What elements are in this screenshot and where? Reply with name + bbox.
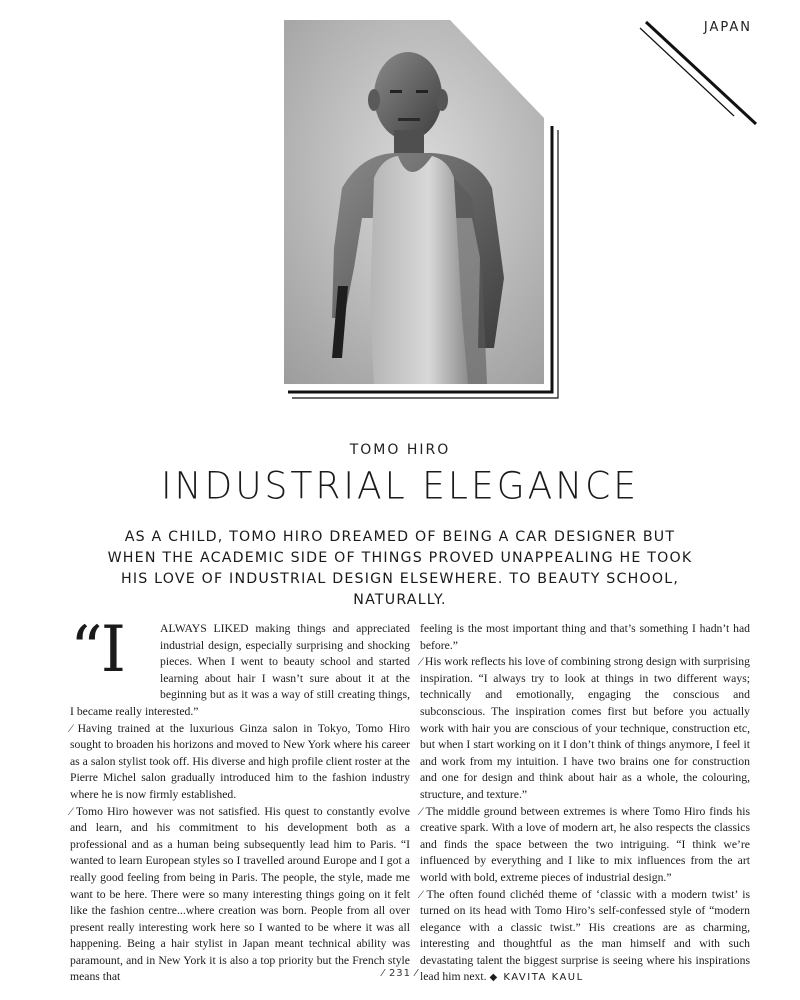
corner-slash-icon [638, 20, 758, 130]
body-paragraph: ⁄ The middle ground between extremes is where Tomo Hiro finds his creative spark. With a love of modern art, he also respects the classics and finds the space between the two intriguing. “I think we’re influenced by everything and I like to mix influences from the art world with bold, extreme pieces of industrial design.” [420, 804, 750, 884]
body-paragraph: feeling is the most important thing and that’s something I hadn’t had before.” [420, 622, 750, 652]
portrait-photo [282, 18, 562, 400]
article-headline: INDUSTRIAL ELEGANCE [160, 464, 640, 509]
body-paragraph: ⁄ His work reflects his love of combining strong design with surprising inspiration. “I always try to look at things in two different ways; technically and emotionally, engaging the conscious and subconscious. The inspiration comes first but before you actually work with hair you are conscious of your technique, construction etc, but when I start working on it I don’t think of things anymore, I feel it and work from my intuition. I have two brains one for construction and one for design and think about hair as a whole, the colouring, structure, and texture.” [420, 655, 750, 801]
body-column-right [420, 621, 750, 987]
lead-paragraph: ALWAYS LIKED making things and appreciated industrial design, especially surprising and shocking pieces. When I went to beauty school and started learning about hair I wasn’t sure about it at the beginning but as it was a way of still creating things, I became really interested.” [70, 622, 410, 718]
article-byline: TOMO HIRO [349, 442, 451, 458]
body-paragraph: ⁄ Tomo Hiro however was not satisfied. His quest to constantly evolve and learn, and his commitment to his development both as a professional and as a human being subsequently lead him to Paris. “I wanted to learn European styles so I travelled around Europe and I got a really good feeling from being in Paris. The people, the style, made me want to be here. There were so many interesting things going on it felt like the fashion centre...where creation was born. People from all over present really interesting work here so I wanted to be where it was all happening. Being a hair stylist in Japan meant technical ability was paramount, and in New York it is also a top priority but the French style means that [70, 804, 410, 984]
closing-text: ⁄ The often found clichéd theme of ‘classic with a modern twist’ is turned on its head with Tomo Hiro’s self-confessed style of “modern elegance with a classic twist.” His creations are as charming, interesting and thoughtful as the man himself and with such devastating talent the biggest surprise is seeing where his inspirations lead him next. [420, 887, 750, 984]
section-label: JAPAN [703, 20, 752, 35]
article-standfirst: AS A CHILD, TOMO HIRO DREAMED OF BEING A CAR DESIGNER BUT WHEN THE ACADEMIC SIDE OF THINGS PROVED UNAPPEALING HE TOOK HIS LOVE OF INDUSTRIAL DESIGN ELSEWHERE. TO BEAUTY SCHOOL, NATURALLY. [107, 529, 693, 608]
page-number: ⁄ 231 ⁄ [382, 968, 418, 979]
author-signoff: ◆ KAVITA KAUL [489, 972, 584, 984]
drop-quote: “I [70, 613, 124, 687]
body-paragraph: ⁄ Having trained at the luxurious Ginza salon in Tokyo, Tomo Hiro sought to broaden his horizons and moved to New York where his career as a salon stylist took off. His diverse and high profile client roster at the Pierre Michel salon gradually introduced him to the fashion industry where he is now firmly established. [70, 721, 410, 801]
body-column-left [70, 613, 410, 986]
